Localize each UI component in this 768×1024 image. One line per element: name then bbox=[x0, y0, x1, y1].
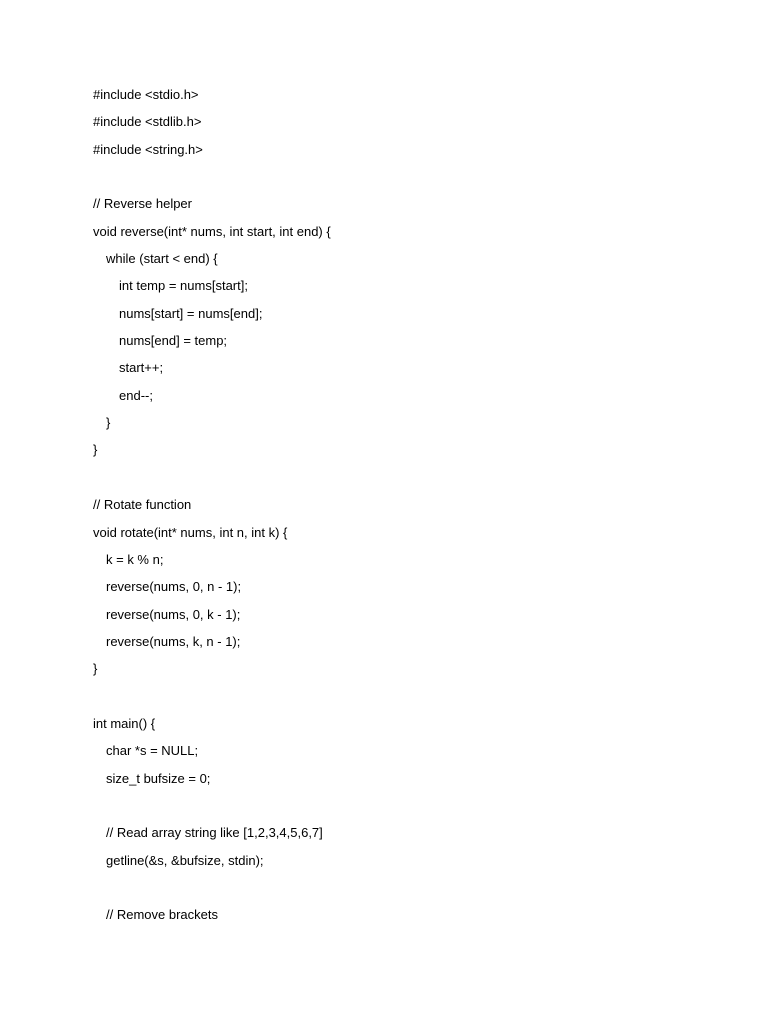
code-line: void rotate(int* nums, int n, int k) { bbox=[93, 524, 288, 540]
code-line: int temp = nums[start]; bbox=[119, 278, 248, 294]
code-listing bbox=[93, 86, 733, 934]
code-line: } bbox=[93, 442, 98, 458]
code-line: nums[end] = temp; bbox=[119, 333, 228, 349]
code-line: reverse(nums, k, n - 1); bbox=[106, 633, 241, 649]
code-comment: // Read array string like [1,2,3,4,5,6,7] bbox=[106, 825, 323, 841]
code-line: getline(&s, &bufsize, stdin); bbox=[106, 852, 264, 868]
blank-line bbox=[93, 797, 733, 824]
code-line: reverse(nums, 0, n - 1); bbox=[106, 579, 242, 595]
code-line: reverse(nums, 0, k - 1); bbox=[106, 606, 241, 622]
code-comment: // Reverse helper bbox=[93, 196, 192, 212]
code-line: void reverse(int* nums, int start, int end) { bbox=[93, 223, 331, 239]
code-line: size_t bufsize = 0; bbox=[106, 770, 211, 786]
code-comment: // Rotate function bbox=[93, 497, 192, 513]
code-line: nums[start] = nums[end]; bbox=[119, 305, 263, 321]
code-line: start++; bbox=[119, 360, 164, 376]
code-line: int main() { bbox=[93, 715, 156, 731]
code-line: k = k % n; bbox=[106, 551, 164, 567]
blank-line bbox=[93, 879, 733, 906]
code-line: } bbox=[106, 415, 111, 431]
code-line: } bbox=[93, 661, 98, 677]
code-line: while (start < end) { bbox=[106, 251, 218, 267]
code-line: end--; bbox=[119, 387, 153, 403]
code-line: #include <string.h> bbox=[93, 141, 203, 157]
blank-line bbox=[93, 688, 733, 715]
code-line: #include <stdlib.h> bbox=[93, 114, 202, 130]
code-comment: // Remove brackets bbox=[106, 907, 218, 923]
code-line: char *s = NULL; bbox=[106, 743, 199, 759]
blank-line bbox=[93, 168, 733, 195]
blank-line bbox=[93, 469, 733, 496]
code-line: #include <stdio.h> bbox=[93, 87, 199, 102]
